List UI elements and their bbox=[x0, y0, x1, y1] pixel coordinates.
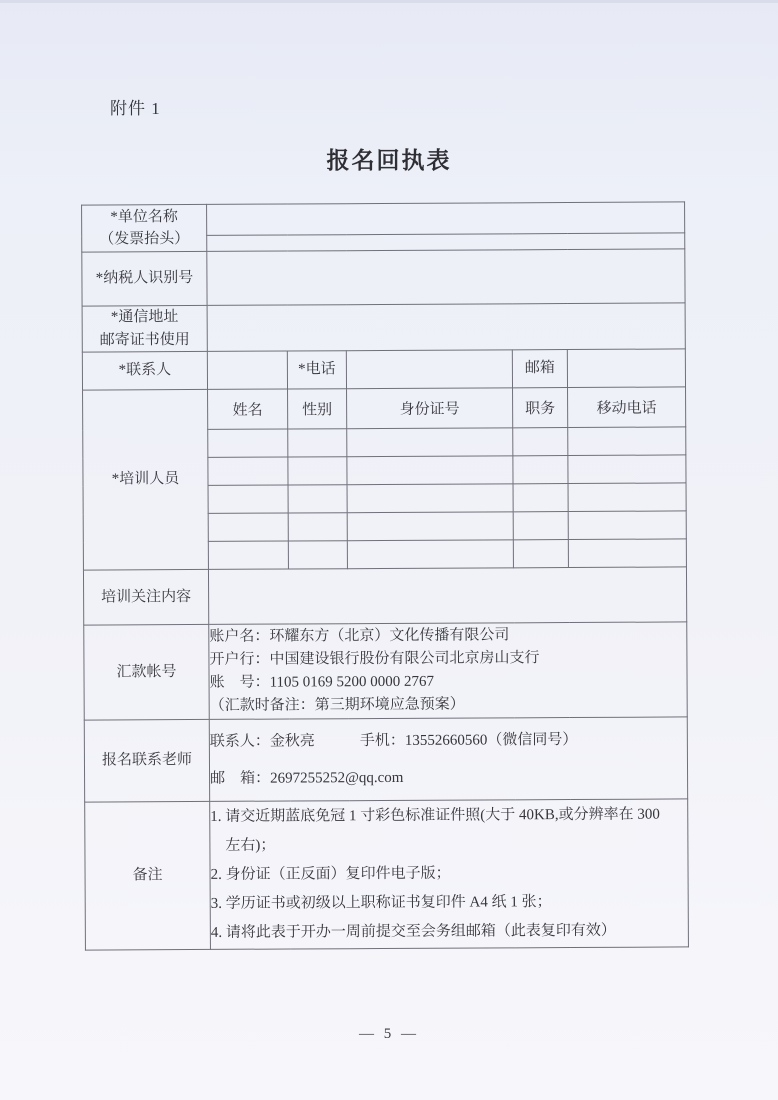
registration-contact-label: 报名联系老师 bbox=[84, 719, 209, 802]
remarks-label: 备注 bbox=[85, 801, 211, 950]
trainee-cell bbox=[288, 541, 347, 569]
contact-person-label: *联系人 bbox=[82, 351, 207, 390]
remittance-label: 汇款帐号 bbox=[84, 624, 209, 720]
registration-contact-details-cell bbox=[209, 717, 687, 802]
teacher-name-phone: 联系人：金秋亮 手机：13552660560（微信同号） bbox=[209, 731, 578, 750]
phone-label: *电话 bbox=[287, 351, 346, 389]
trainee-cell bbox=[208, 457, 288, 485]
trainee-cell bbox=[513, 540, 568, 568]
remittance-details-cell bbox=[209, 622, 688, 720]
remark-item-submit-deadline: 4. 请将此表于开办一周前提交至会务组邮箱（此表复印有效） bbox=[210, 922, 616, 941]
remittance-memo: （汇款时备注：第三期环境应急预案） bbox=[209, 696, 465, 714]
email-label: 邮箱 bbox=[512, 350, 567, 388]
contact-person-value-cell bbox=[207, 351, 287, 389]
trainee-cell bbox=[347, 540, 513, 569]
page-title: 报名回执表 bbox=[326, 148, 452, 173]
email-value-cell bbox=[567, 349, 685, 388]
page-number: — 5 — bbox=[359, 1026, 419, 1042]
scan-edge-top bbox=[0, 0, 778, 3]
trainee-cell bbox=[208, 485, 288, 513]
attachment-label: 附件 1 bbox=[110, 99, 161, 118]
trainee-col-mobile: 移动电话 bbox=[568, 387, 686, 428]
trainee-cell bbox=[568, 483, 686, 512]
trainee-cell bbox=[568, 511, 686, 540]
trainee-cell bbox=[347, 428, 513, 457]
trainee-cell bbox=[347, 484, 513, 513]
trainee-cell bbox=[288, 457, 347, 485]
remark-item-photo: 1. 请交近期蓝底免冠 1 寸彩色标准证件照(大于 40KB,或分辨率在 300 左右)； bbox=[210, 806, 660, 854]
remarks-details-cell bbox=[210, 799, 689, 950]
trainee-cell bbox=[568, 455, 686, 484]
unit-name-label: *单位名称 （发票抬头） bbox=[82, 204, 207, 252]
unit-name-value-line1-cell bbox=[207, 202, 685, 236]
tax-id-value-cell bbox=[207, 249, 685, 306]
trainee-col-gender: 性别 bbox=[288, 389, 347, 429]
mail-address-value-cell bbox=[207, 303, 685, 352]
trainee-cell bbox=[288, 429, 347, 457]
remark-item-certificate-copy: 3. 学历证书或初级以上职称证书复印件 A4 纸 1 张； bbox=[210, 894, 552, 912]
trainee-cell bbox=[208, 541, 288, 569]
trainee-cell bbox=[288, 513, 347, 541]
training-focus-value-cell bbox=[208, 567, 686, 625]
remark-item-id-copy: 2. 身份证（正反面）复印件电子版； bbox=[210, 865, 451, 883]
trainee-cell bbox=[513, 428, 568, 456]
trainee-cell bbox=[568, 427, 686, 456]
trainee-cell bbox=[568, 539, 686, 568]
trainee-col-id-number: 身份证号 bbox=[347, 388, 513, 429]
tax-id-label: *纳税人识别号 bbox=[82, 251, 207, 306]
trainee-cell bbox=[208, 429, 288, 457]
trainee-cell bbox=[347, 456, 513, 485]
training-focus-label: 培训关注内容 bbox=[83, 569, 208, 625]
remittance-account-name: 账户名：环耀东方（北京）文化传播有限公司 bbox=[209, 627, 510, 645]
trainee-col-name: 姓名 bbox=[208, 389, 288, 429]
trainees-label: *培训人员 bbox=[83, 389, 209, 570]
remittance-account-number: 账 号：1105 0169 5200 0000 2767 bbox=[209, 673, 435, 691]
trainee-cell bbox=[513, 456, 568, 484]
registration-form-table bbox=[81, 201, 689, 950]
trainee-cell bbox=[208, 513, 288, 541]
trainee-cell bbox=[513, 484, 568, 512]
remittance-bank: 开户行：中国建设银行股份有限公司北京房山支行 bbox=[209, 650, 540, 668]
trainee-cell bbox=[288, 485, 347, 513]
teacher-email: 邮 箱：2697255252@qq.com bbox=[210, 769, 404, 787]
trainee-col-position: 职务 bbox=[513, 388, 568, 428]
phone-value-cell bbox=[346, 350, 512, 389]
trainee-cell bbox=[347, 512, 513, 541]
mail-address-label: *通信地址 邮寄证书使用 bbox=[82, 305, 207, 352]
trainee-cell bbox=[513, 512, 568, 540]
